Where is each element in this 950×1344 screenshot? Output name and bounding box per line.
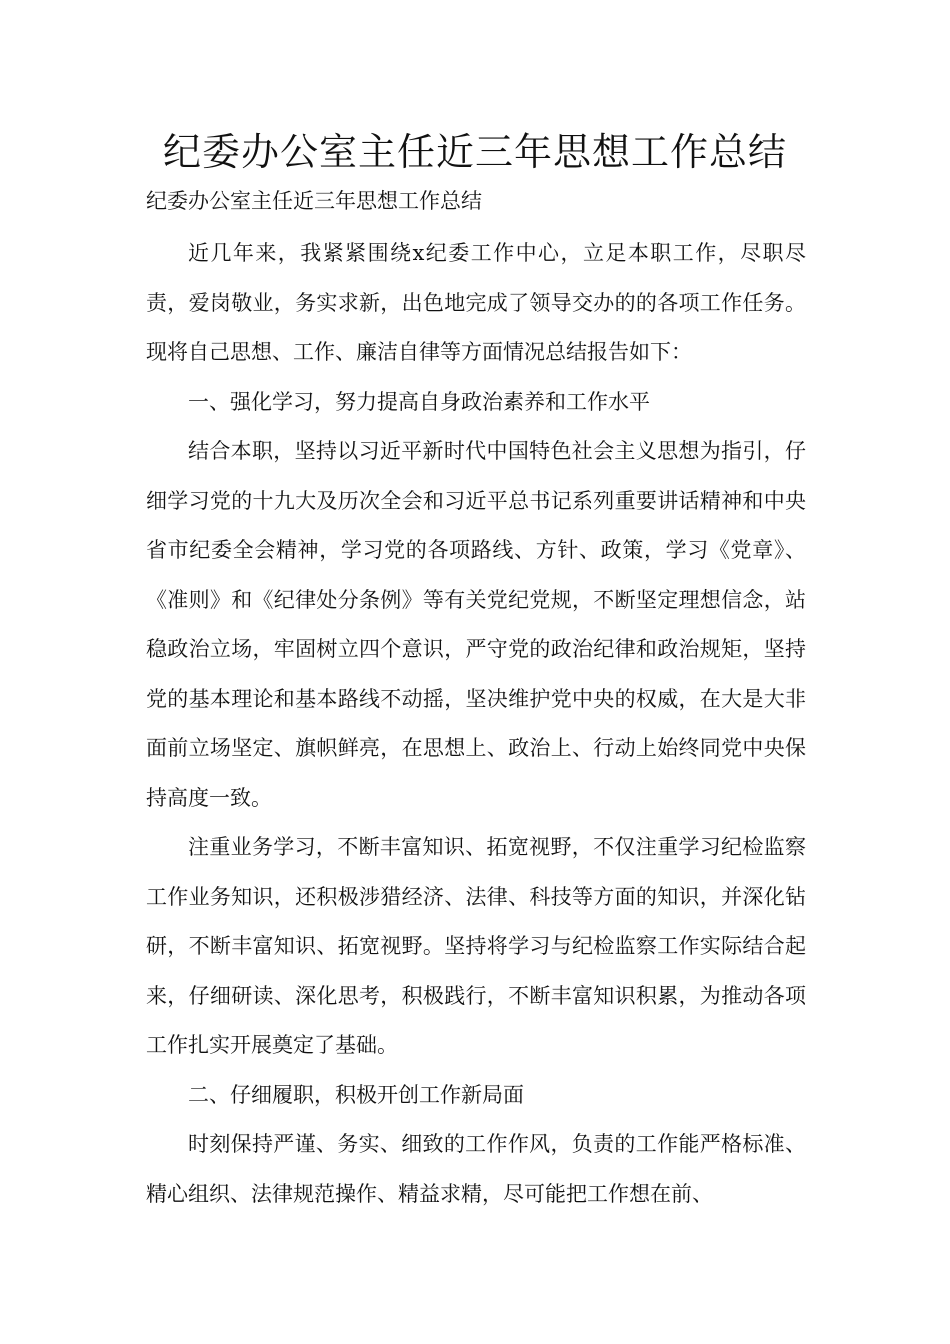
paragraph-study-politics: 结合本职，坚持以习近平新时代中国特色社会主义思想为指引，仔细学习党的十九大及历次全会和习近平总书记系列重要讲话精神和中央省市纪委全会精神，学习党的各项路线、方针、政策，学习《党章》、《准则》和《纪律处分条例》等有关党纪党规，不断坚定理想信念，站稳政治立场，牢固树立四个意识，严守党的政治纪律和政治规矩，坚持党的基本理论和基本路线不动摇，坚决维护党中央的权威，在大是大非面前立场坚定、旗帜鲜亮，在思想上、政治上、行动上始终同党中央保持高度一致。 (146, 439, 806, 810)
paragraph-intro: 近几年来，我紧紧围绕x纪委工作中心，立足本职工作，尽职尽责，爱岗敬业，务实求新，出色地完成了领导交办的的各项工作任务。现将自己思想、工作、廉洁自律等方面情况总结报告如下： (146, 241, 806, 364)
document-body (146, 229, 806, 1219)
paragraph-study-business: 注重业务学习，不断丰富知识、拓宽视野，不仅注重学习纪检监察工作业务知识，还积极涉猎经济、法律、科技等方面的知识，并深化钻研，不断丰富知识、拓宽视野。坚持将学习与纪检监察工作实际结合起来，仔细研读、深化思考，积极践行，不断丰富知识积累，为推动各项工作扎实开展奠定了基础。 (146, 835, 806, 1057)
section-heading-2: 二、仔细履职，积极开创工作新局面 (188, 1082, 524, 1107)
paragraph-work-style: 时刻保持严谨、务实、细致的工作作风，负责的工作能严格标准、精心组织、法律规范操作、精益求精，尽可能把工作想在前、 (146, 1132, 806, 1206)
section-heading-1: 一、强化学习，努力提高自身政治素养和工作水平 (188, 389, 650, 414)
document-title: 纪委办公室主任近三年思想工作总结 (162, 130, 787, 174)
document-subtitle: 纪委办公室主任近三年思想工作总结 (146, 189, 482, 213)
